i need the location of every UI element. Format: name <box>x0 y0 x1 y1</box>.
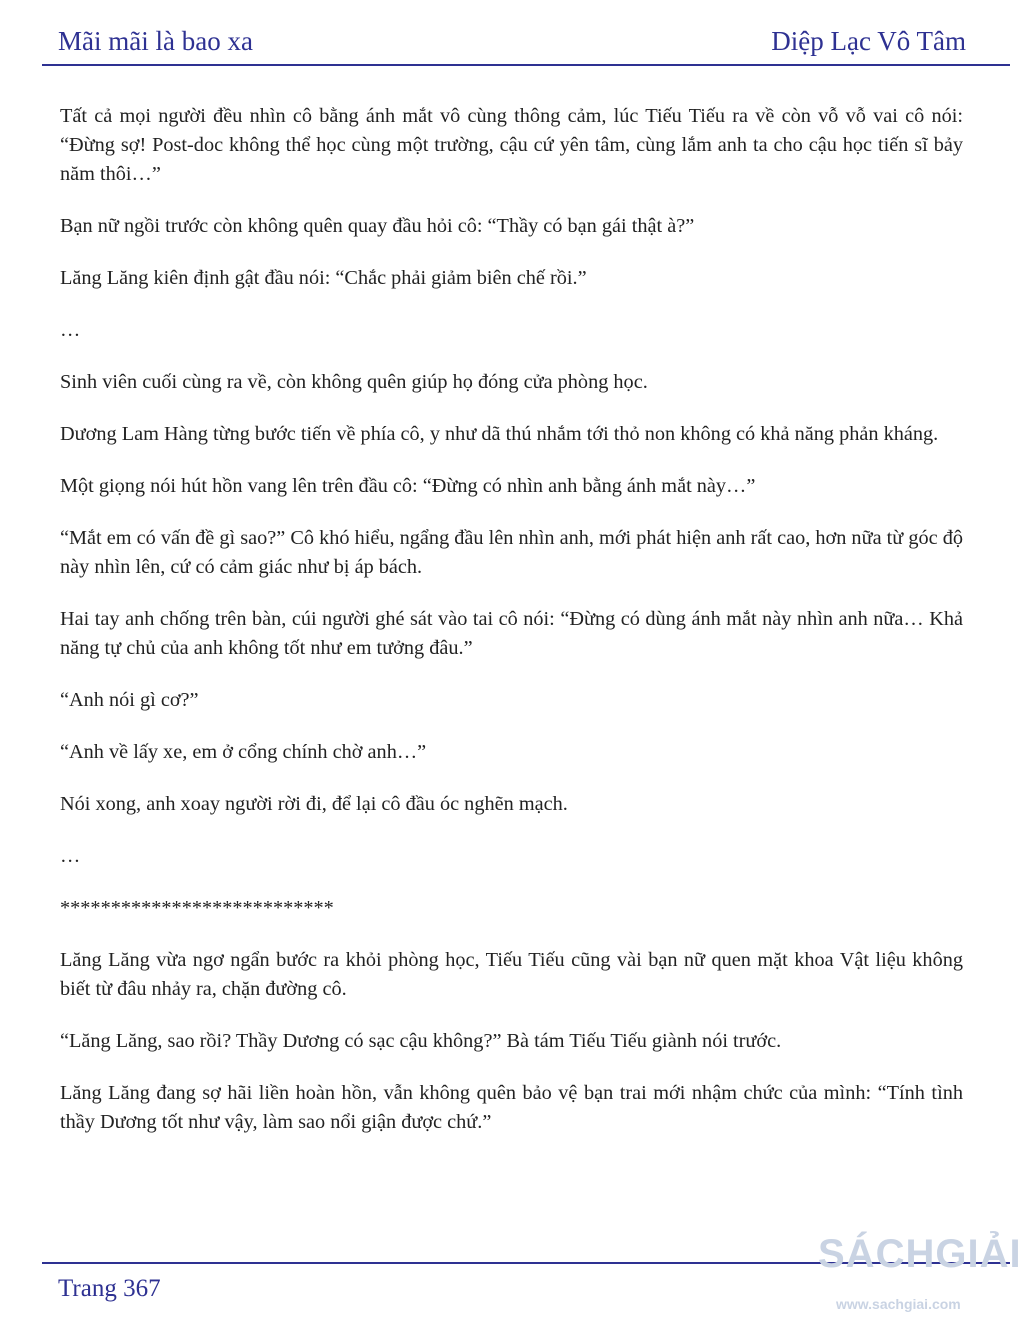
watermark-logo <box>818 1222 1022 1320</box>
watermark-url: www.sachgiai.com <box>836 1296 961 1312</box>
paragraph: Lăng Lăng đang sợ hãi liền hoàn hồn, vẫn không quên bảo vệ bạn trai mới nhậm chức của mình: “Tính tình thầy Dương tốt như vậy, làm sao nổi giận được chứ.” <box>60 1082 963 1133</box>
watermark-logo-text: SÁCHGIẢI <box>818 1232 1022 1276</box>
page-number: Trang 367 <box>58 1275 161 1302</box>
paragraph: Nói xong, anh xoay người rời đi, để lại cô đầu óc nghẽn mạch. <box>60 793 568 815</box>
paragraph: … <box>60 319 81 341</box>
paragraph: “Mắt em có vấn đề gì sao?” Cô khó hiểu, ngẩng đầu lên nhìn anh, mới phát hiện anh rất cao, hơn nữa từ góc độ này nhìn lên, cứ có cảm giác như bị áp bách. <box>60 527 963 578</box>
paragraph: “Anh nói gì cơ?” <box>60 689 199 711</box>
paragraph: Lăng Lăng vừa ngơ ngẩn bước ra khỏi phòng học, Tiếu Tiếu cũng vài bạn nữ quen mặt khoa Vật liệu không biết từ đâu nhảy ra, chặn đường cô. <box>60 949 963 1000</box>
paragraph: Một giọng nói hút hồn vang lên trên đầu cô: “Đừng có nhìn anh bằng ánh mắt này…” <box>60 475 756 497</box>
page-body <box>60 102 963 1160</box>
book-title: Mãi mãi là bao xa <box>58 26 253 56</box>
paragraph: “Lăng Lăng, sao rồi? Thầy Dương có sạc cậu không?” Bà tám Tiếu Tiếu giành nói trước. <box>60 1030 782 1052</box>
scene-separator: *************************** <box>60 897 334 919</box>
paragraph: Tất cả mọi người đều nhìn cô bằng ánh mắt vô cùng thông cảm, lúc Tiếu Tiếu ra về còn vỗ vỗ vai cô nói: “Đừng sợ! Post-doc không thể học cùng một trường, cậu cứ yên tâm, cùng lắm anh ta cho cậu học tiến sĩ bảy năm thôi…” <box>60 105 963 185</box>
paragraph: Lăng Lăng kiên định gật đầu nói: “Chắc phải giảm biên chế rồi.” <box>60 267 587 289</box>
paragraph: Sinh viên cuối cùng ra về, còn không quên giúp họ đóng cửa phòng học. <box>60 371 648 393</box>
paragraph: Dương Lam Hàng từng bước tiến về phía cô, y như dã thú nhắm tới thỏ non không có khả năng phản kháng. <box>60 423 939 445</box>
paragraph: … <box>60 845 81 867</box>
header-divider <box>42 64 1010 66</box>
paragraph: Hai tay anh chống trên bàn, cúi người ghé sát vào tai cô nói: “Đừng có dùng ánh mắt này nhìn anh nữa… Khả năng tự chủ của anh không tốt như em tưởng đâu.” <box>60 608 963 659</box>
paragraph: “Anh về lấy xe, em ở cổng chính chờ anh…” <box>60 741 427 763</box>
author-name: Diệp Lạc Vô Tâm <box>771 26 966 56</box>
paragraph: Bạn nữ ngồi trước còn không quên quay đầu hỏi cô: “Thầy có bạn gái thật à?” <box>60 215 695 237</box>
